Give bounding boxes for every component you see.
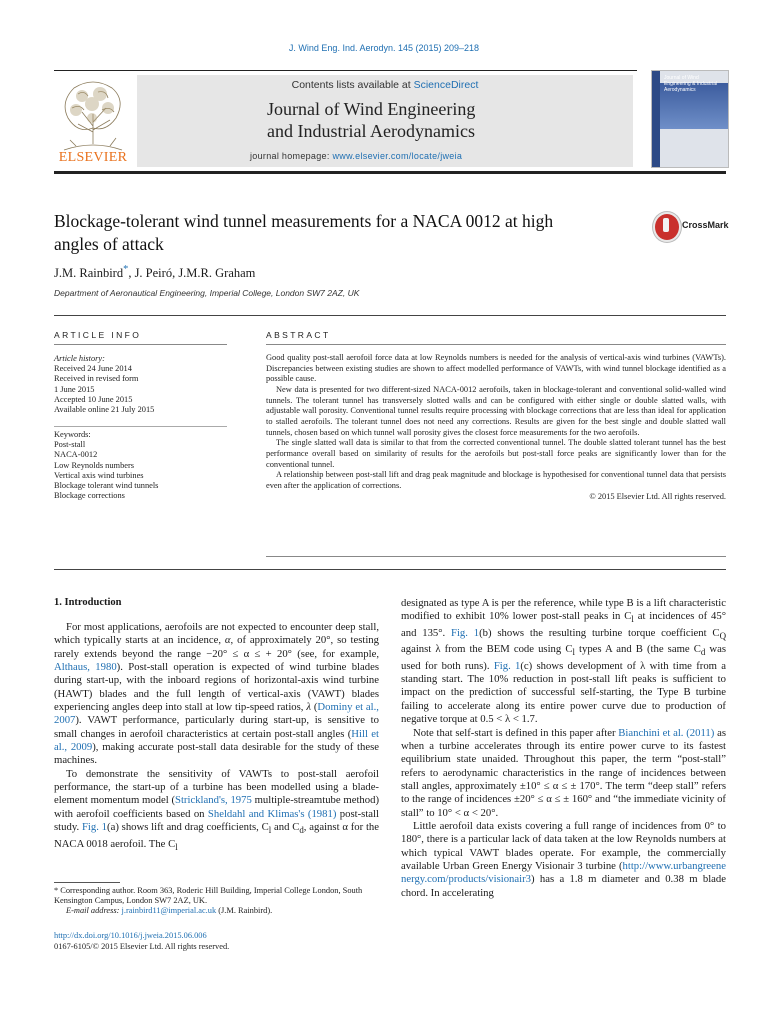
ref-fig1[interactable]: Fig. 1 (493, 659, 521, 672)
journal-cover-image[interactable] (651, 70, 729, 168)
urbangreenenergy-link[interactable]: http://www.urbangreenenergy.com/products/visionair3 (401, 859, 726, 886)
article-history (54, 354, 234, 415)
author-list (54, 264, 255, 281)
keyword: Vertical axis wind turbines (54, 470, 144, 480)
keyword: Blockage tolerant wind tunnels (54, 481, 159, 491)
cover-title: Journal of Wind Engineering & Industrial Aerodynamics (664, 75, 718, 93)
abstract-bottom-rule (266, 556, 726, 557)
contents-prefix: Contents lists available at (291, 79, 414, 91)
article-title (54, 210, 644, 256)
sciencedirect-link[interactable]: ScienceDirect (413, 79, 479, 91)
keyword: Low Reynolds numbers (54, 460, 135, 470)
abstract-body (266, 353, 726, 502)
journal-homepage (250, 151, 462, 161)
history-item: Accepted 10 June 2015 (54, 394, 133, 404)
homepage-prefix: journal homepage: (250, 151, 333, 161)
journal-title-line1: Journal of Wind Engineering (267, 99, 476, 119)
body-paragraph: Little aerofoil data exists covering a full range of incidences from 0° to 180°, there is a particular lack of data taken at the low Reynolds numbers at which typical VAWT blades operate. For example, the commercially available Urban Green Energy Visionair 3 turbine (http://www.urbangreenenergy.com/products/visionair3) has a 1.8 m diameter and 0.38 m blade chord. In accelerating (401, 819, 726, 899)
history-label: Article history: (54, 354, 105, 363)
contents-line (137, 79, 633, 91)
article-title-line2: angles of attack (54, 234, 164, 254)
body-paragraph: For most applications, aerofoils are not expected to encounter deep stall, which typically starts at an incidence, α, of approximately 20°, so testing rarely extends beyond the range −20° ≤ α ≤ + 20° (see, for example, Althaus, 1980). Post-stall operation is expected of wind turbine blades during start-up, with the inboard regions of horizontal-axis wind turbine (HAWT) blades and the full length of vertical-axis (VAWT) blades experiencing angles deep into stall at low tip-speed ratios, λ (Dominy et al., 2007). VAWT performance, particularly during start-up, is sensitive to small changes in aerofoil characteristics at certain post-stall angles (Hill et al., 2009), making accurate post-stall data desirable for the study of these machines. (54, 621, 379, 767)
article-info-rule (54, 344, 227, 345)
article-title-line1: Blockage-tolerant wind tunnel measurements for a NACA 0012 at high (54, 211, 554, 231)
ref-bianchini[interactable]: Bianchini et al. (2011) (618, 726, 715, 739)
issn-line: 0167-6105/© 2015 Elsevier Ltd. All rights reserved. (54, 941, 230, 951)
keyword: Post-stall (54, 440, 86, 450)
header-top-rule (54, 70, 637, 71)
ref-althaus[interactable]: Althaus, 1980 (54, 661, 117, 674)
abstract-copyright: © 2015 Elsevier Ltd. All rights reserved. (589, 491, 726, 501)
keywords-rule (54, 426, 227, 427)
ref-fig1[interactable]: Fig. 1 (451, 626, 480, 639)
ref-sheldahl[interactable]: Sheldahl and Klimas's (1981) (207, 807, 337, 820)
footnote-email: E-mail address: j.rainbird11@imperial.ac.uk (J.M. Rainbird). (66, 906, 273, 916)
footnote-address: * Corresponding author. Room 363, Roderic Hill Building, Imperial College London, South Kensington Campus, London SW7 2AZ, UK. (54, 886, 363, 906)
ref-fig1[interactable]: Fig. 1 (81, 821, 108, 834)
history-item: 1 June 2015 (54, 384, 95, 394)
history-item: Received 24 June 2014 (54, 364, 132, 374)
crossmark-icon (653, 212, 681, 242)
author-rainbird: J.M. Rainbird (54, 266, 124, 281)
abstract-paragraph: New data is presented for two different-sized NACA-0012 aerofoils, taken in blockage-tolerant and conventional solid-walled wind tunnels. The tolerant tunnel has transversely slotted walls and can be configured with either single or double slatted walls, with adjustable wall porosity. Conventional tunnel results require processing with blockage corrections that are less than ideal for application to stalled aerofoils. The tolerant tunnel does not need any corrections. Results are given for the best single and double slatted wall tunnels, chosen based on which tunnel wall porosity gives the closest force measurements for the two aerofoils. (266, 384, 726, 437)
doi-link[interactable]: http://dx.doi.org/10.1016/j.jweia.2015.06.006 (54, 931, 207, 940)
email-link[interactable]: j.rainbird11@imperial.ac.uk (121, 906, 217, 916)
history-item: Received in revised form (54, 374, 139, 384)
body-column-right (401, 597, 726, 900)
elsevier-wordmark: ELSEVIER (58, 150, 128, 165)
keyword: NACA-0012 (54, 450, 98, 460)
body-paragraph: Note that self-start is defined in this paper after Bianchini et al. (2011) as when a turbine accelerates through its entire power curve to its fastest equilibrium state unaided. Throughout this paper, the term “post-stall” refers to aerodynamic characteristics in the range of incidences between stall angles, approximately ±10° ≤ α ≤ ± 170°. The term “deep stall” refers to the range of incidences ±20° ≤ α ≤ ± 160° and “the immediate vicinity of stall” to 10° < α < 20°. (401, 726, 727, 819)
abstract-paragraph: A relationship between post-stall lift and drag peak magnitude and blockage is hypothesised for conventional tunnel data that persists even after the application of corrections. (266, 470, 726, 490)
journal-title-line2: and Industrial Aerodynamics (267, 121, 475, 141)
keywords-label: Keywords: (54, 430, 91, 439)
corresponding-author-mark[interactable]: * (123, 264, 129, 275)
other-authors: , J. Peiró, J.M.R. Graham (128, 266, 256, 281)
corresponding-author-footnote (54, 886, 379, 917)
abstract-rule (266, 344, 726, 345)
abstract-heading: ABSTRACT (266, 330, 331, 340)
journal-title (267, 98, 475, 142)
footnote-rule (54, 882, 120, 883)
history-item: Available online 21 July 2015 (54, 405, 155, 415)
body-paragraph: designated as type A is per the reference, while type B is a lift characteristic modified to exhibit 10% lower post-stall peaks in $C_l$ at incidences of 45° and 135°. Fig. 1(b) shows the resulting turbine torque coefficient $C_Q$ against λ from the BEM code using $C_l$ types A and B (the same $C_d$ was used for both runs). Fig. 1(c) shows development of λ with time from a standing start. The 10% reduction in post-stall lift peaks is sufficient to impact on the prediction of successful self-starting, the Type B turbine failing to accelerate along its entire power curve due to production of negative torque at 0.5 < λ < 1.7. (401, 597, 726, 726)
crossmark-badge[interactable] (653, 210, 729, 240)
header-thick-rule (54, 171, 726, 174)
abstract-paragraph: The single slatted wall data is similar to that from the corrected conventional tunnel. The double slatted tolerant tunnel has the best performance overall based on similarity of results for the aerofoils but post-stall force peaks are significantly lower than for the conventional tunnel. (266, 438, 726, 469)
keywords (54, 430, 234, 501)
section-heading-introduction: 1. Introduction (54, 597, 122, 608)
section-rule-top (54, 315, 726, 316)
keyword: Blockage corrections (54, 491, 125, 501)
abstract-paragraph: Good quality post-stall aerofoil force data at low Reynolds numbers is needed for the analysis of vertical-axis wind turbines (VAWTs). Discrepancies between existing studies are shown to affect modelled performance of VAWTs, with wind tunnel blockage identified as a possible cause. (266, 353, 726, 384)
homepage-link[interactable]: www.elsevier.com/locate/jweia (332, 151, 463, 161)
crossmark-label: CrossMark (682, 220, 729, 230)
ref-strickland[interactable]: Strickland's, 1975 (175, 794, 252, 807)
ref-dominy[interactable]: Dominy et al., 2007 (54, 701, 379, 727)
section-rule-bottom (54, 569, 726, 570)
article-info-heading: ARTICLE INFO (54, 330, 142, 340)
ref-hill[interactable]: Hill et al., 2009 (54, 727, 379, 754)
body-column-left (54, 621, 379, 854)
affiliation: Department of Aeronautical Engineering, Imperial College, London SW7 2AZ, UK (54, 288, 360, 298)
doi-block (54, 931, 229, 952)
journal-reference[interactable]: J. Wind Eng. Ind. Aerodyn. 145 (2015) 209–218 (288, 43, 480, 53)
body-paragraph: To demonstrate the sensitivity of VAWTs to post-stall aerofoil performance, the start-up of a turbine has been modelled using a blade-element momentum model (Strickland's, 1975 multiple-streamtube method) with aerofoil coefficients based on Sheldahl and Klimas's (1981) post-stall study. Fig. 1(a) shows lift and drag coefficients, $C_l$ and $C_d$, against α for the NACA 0018 aerofoil. The $C_l$ (54, 767, 380, 852)
